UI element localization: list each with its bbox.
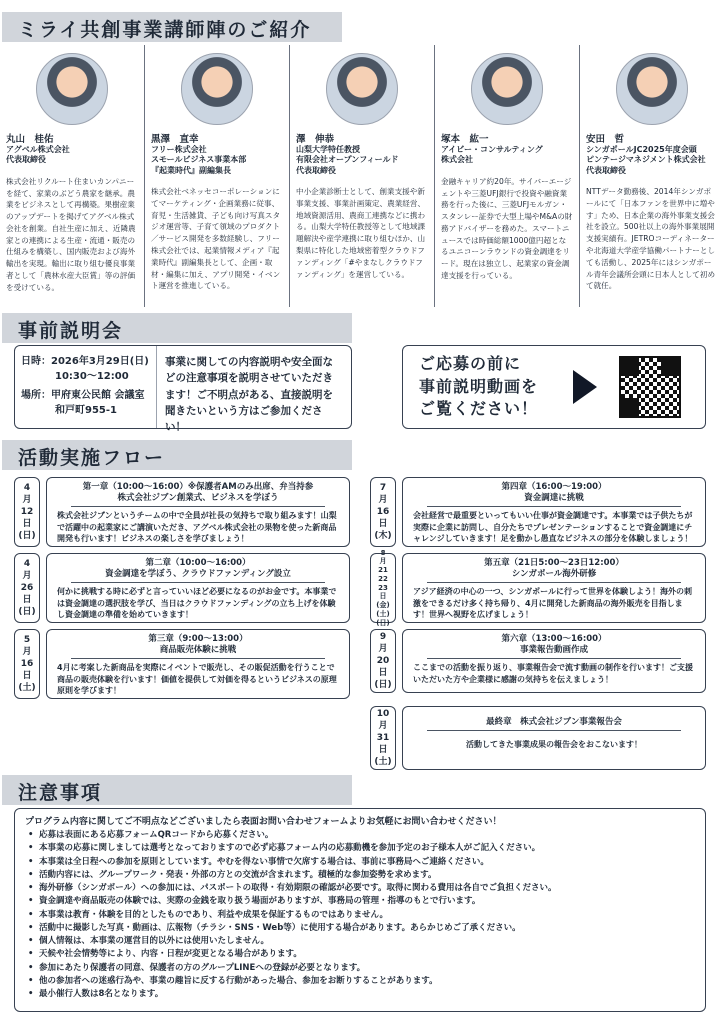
flow-date	[14, 553, 40, 623]
instructor-name: 黒澤 直幸	[151, 134, 199, 145]
notes-item: • 最小催行人数は8名となります。	[25, 988, 695, 1001]
notes-item: • 天候や社会情勢等により、内容・日程が変更となる場合があります。	[25, 948, 695, 961]
flow-title-line: 第六章（13:00〜16:00）	[501, 634, 607, 644]
instructor-affiliation: ピンテージマネジメント株式会社	[586, 155, 706, 165]
flow-date-part: 月	[22, 646, 32, 657]
briefing-video-box[interactable]	[402, 345, 706, 429]
flow-date-part: 月	[378, 720, 388, 731]
instructor-affiliation: 株式会社	[441, 155, 473, 165]
instructors-grid	[0, 45, 724, 307]
notes-lead: プログラム内容に関してご不明点などございましたら表面お問い合わせフォームよりお気軽にお問い合わせください！	[25, 817, 502, 827]
flow-date-part: 21	[378, 566, 388, 575]
instructor-bio: NTTデータ勤務後、2014年シンガポールにて「日本ファンを世界中に増やす」ため、日本企業の海外事業支援会社を設立。500社以上の海外事業展開支援実績有。JETROコーディネーターや北海道大学産学協働パートナーとしても活動し、2025年にはシンガポール青年会議所会頭に日本人として初めて就任。	[586, 187, 716, 291]
flow-date-part: 20	[376, 655, 390, 666]
flow-card	[402, 706, 706, 770]
instructor-affiliation: 代表取締役	[296, 165, 336, 175]
avatar	[616, 53, 688, 125]
notes-section-title: 注意事項	[2, 775, 352, 805]
flow-title	[71, 482, 325, 507]
instructor-affiliation: スモールビジネス事業本部	[151, 155, 247, 165]
notes-item: • 他の参加者への迷惑行為や、事業の趣旨に反する行動があった場合、参加をお断りすることがあります。	[25, 975, 695, 988]
flow-date	[370, 706, 396, 770]
flow-date-part: 26	[20, 582, 34, 593]
flow-title	[71, 634, 325, 659]
instructor-name: 澤 伸恭	[296, 134, 335, 145]
flow-date-part: 月	[378, 643, 388, 654]
avatar	[471, 53, 543, 125]
arrow-right-icon	[573, 370, 597, 404]
flow-card	[46, 553, 350, 623]
instructor-card	[290, 45, 435, 307]
flow-title-line: 資金調達を学ぼう、クラウドファンディング設立	[105, 569, 291, 580]
instructor-affiliation: フリー株式会社	[151, 145, 207, 154]
instructor-name: 安田 哲	[586, 134, 625, 145]
flow-title-line: 第四章（16:00〜19:00）	[501, 482, 607, 492]
notes-item: • 本事業は全日程への参加を原則としています。やむを得ない事情で欠席する場合は、事前に事務局へご連絡ください。	[25, 856, 695, 869]
instructor-affiliation: 代表取締役	[6, 155, 46, 165]
flow-date	[370, 548, 396, 627]
avatar	[181, 53, 253, 125]
flow-card	[402, 477, 706, 547]
notes-item: • 資金調達や商品販売の体験では、実際の金銭を取り扱う場面がありますが、事務局の管理・指導のもとで行います。	[25, 895, 695, 908]
instructor-name: 丸山 桂佑	[6, 134, 54, 145]
qr-code-icon[interactable]	[619, 356, 681, 418]
flow-title-line: 第五章（21日5:00〜23日12:00）	[484, 558, 624, 568]
flow-description: 4月に考案した新商品を実際にイベントで販売し、その販促活動を行うことで商品の販売体験を行います！価値を提供して対価を得るというビジネスの原理原則を学びます！	[57, 663, 337, 696]
flow-title	[427, 482, 681, 507]
flow-date-part: 月	[22, 570, 32, 581]
flow-item	[14, 553, 350, 623]
flow-description: ここまでの活動を振り返り、事業報告会で流す動画の制作を行います！ご支援いただいた方や企業様に感謝の気持ちを伝えましょう！	[413, 663, 693, 684]
flow-card	[46, 477, 350, 547]
avatar	[36, 53, 108, 125]
flow-description: 活動してきた事業成果の報告会をおこないます！	[466, 740, 642, 750]
flow-title	[427, 634, 681, 659]
instructor-affiliation: アグベル株式会社	[6, 145, 70, 154]
instructor-bio: 中小企業診断士として、創業支援や新事業支援、事業計画策定、農業経営、地域資源活用、農商工連携などに携わる。山梨大学特任教授等として地域課題解決や産学連携に取り組むほか、山梨県に特化した地域密着型クラウドファンディング「#やまなしクラウドファンディング」を運営している。	[296, 187, 426, 279]
flow-date-part: 月	[379, 557, 387, 566]
flow-date-part: 4	[23, 558, 31, 569]
instructor-bio: 株式会社リクルート住まいカンパニーを経て、家業のぶどう農家を継承。農業をビジネスとして再構築。果樹産業のアップデートを掲げてアグベル株式会社を創業。自社生産に加え、近隣農家との連携による生産・流通・販売の仕組みを構築し、国内販売および海外輸出を実現。輸出に取り組む優良事業者として「農林水産大臣賞」等の評価を受けている。	[6, 176, 136, 292]
flow-title-line: 商品販売体験に挑戦	[159, 645, 237, 656]
flow-date-part: (日)	[18, 531, 36, 542]
notes-item: • 本事業は教育・体験を目的としたものであり、利益や成果を保証するものではありません。	[25, 909, 695, 922]
flow-date	[370, 629, 396, 693]
video-text-line: ご覧ください！	[419, 399, 539, 419]
instructor-card	[435, 45, 580, 307]
flow-card	[402, 553, 706, 623]
instructors-section-title: ミライ共創事業講師陣のご紹介	[2, 12, 342, 42]
flow-date-part: 22	[378, 574, 388, 583]
flow-description: 何かに挑戦する時に必ずと言っていいほど必要になるのがお金です。本事業では資金調達の選択肢を学び、当日はクラウドファンディングの立ち上げを体験し資金調達の準備を始めていきます！	[57, 587, 337, 620]
flow-date-part: (木)	[374, 531, 392, 542]
flow-date-part: 8	[380, 548, 386, 557]
briefing-time: 10:30〜12:00	[55, 371, 129, 382]
instructor-affiliation: 代表取締役	[586, 165, 626, 175]
briefing-message: 事業に関しての内容説明や安全面などの注意事項を説明させていただきます！ご不明点がある、直接説明を聞きたいという方はご参加ください！	[165, 356, 333, 434]
flow-date-part: 月	[22, 494, 32, 505]
notes-box	[14, 808, 706, 1012]
briefing-section-title: 事前説明会	[2, 313, 352, 343]
notes-list	[25, 829, 695, 1001]
flow-card	[46, 629, 350, 699]
flow-date-part: 日	[379, 592, 387, 601]
flow-title-line: 第一章（10:00〜16:00）※保護者AMのみ出席、弁当持参	[82, 482, 314, 492]
instructor-bio: 金融キャリア約20年。サイバーエージェントや三菱UFJ銀行で投資や融資業務を行った後に、三菱UFJモルガン・スタンレー証券で大型上場やM&Aの財務アドバイザーを務めた。スマートニュースでは時価総額1000億円超となるユニコーンラウンドの資金調達をリード。現在は独立し、起業家の資金調達支援を行っている。	[441, 176, 573, 280]
flow-section-title: 活動実施フロー	[2, 440, 352, 470]
flow-date	[14, 477, 40, 547]
flow-date-part: (日)	[18, 607, 36, 618]
flow-title-line: 最終章 株式会社ジブン事業報告会	[486, 717, 622, 727]
flow-date-part: 4	[23, 482, 31, 493]
instructor-affiliation: 山梨大学特任教授	[296, 145, 360, 154]
avatar	[326, 53, 398, 125]
notes-item: • 海外研修（シンガポール）への参加には、パスポートの取得・有効期限の確認が必要です。取得に関わる費用は各自でご負担ください。	[25, 882, 695, 895]
flow-date-part: (土)	[18, 683, 36, 694]
flow-date-part: 5	[23, 634, 31, 645]
flow-title-line: 第二章（10:00〜16:00）	[145, 558, 251, 568]
notes-item: • 本事業の応募に関しましては選考となっておりますので必ず応募フォーム内の応募動機を参加予定のお子様本人がご記入ください。	[25, 842, 695, 855]
flow-description: アジア経済の中心の一つ、シンガポールに行って世界を体験しよう！海外の刺激をできるだけ多く持ち帰り、4月に開発した新商品の海外販売を目指します！世界へ視野を広げましょう！	[413, 587, 692, 620]
briefing-date: 日時：2026年3月29日(日)	[21, 356, 149, 367]
briefing-details	[15, 346, 157, 428]
video-call-to-action	[419, 353, 569, 420]
flow-date-part: (日)	[376, 618, 390, 627]
flow-date-part: 日	[378, 745, 388, 756]
flow-date-part: 10	[376, 708, 390, 719]
video-text-line: ご応募の前に	[419, 354, 522, 374]
flow-item	[370, 629, 706, 693]
notes-item: • 活動内容には、グループワーク・発表・外部の方との交流が含まれます。積極的な参加姿勢を求めます。	[25, 869, 695, 882]
flow-date	[14, 629, 40, 699]
flow-date-part: 7	[379, 482, 387, 493]
instructor-bio: 株式会社ベネッセコーポレーションにてマーケティング・企画業務に従事、育児・生活雑貨、子ども向け写真スタジオ運営等、子育て領域のプロダクト／サービス開発を多数経験し、フリー株式会社では、起業情報メディア『起業時代』副編集長として、企画・取材・編集に加え、アプリ開発・イベント運営を推進している。	[151, 187, 281, 291]
flow-date-part: (土)	[376, 609, 390, 618]
flow-item	[370, 548, 706, 627]
instructor-affiliation: 『起業時代』副編集長	[151, 165, 231, 175]
instructor-card	[145, 45, 290, 307]
flow-item	[14, 477, 350, 547]
flow-date-part: (土)	[374, 757, 392, 768]
flow-title-line: 資金調達に挑戦	[524, 493, 584, 504]
flow-item	[370, 477, 706, 547]
briefing-info-box	[14, 345, 352, 434]
instructor-affiliation: アイビー・コンサルティング	[441, 145, 543, 154]
flow-date-part: (日)	[374, 680, 392, 691]
instructor-card	[580, 45, 724, 307]
notes-item: • 活動中に撮影した写真・動画は、広報物（チラシ・SNS・Web等）に使用する場合があります。あらかじめご了承ください。	[25, 922, 695, 935]
flow-date-part: 16	[376, 506, 390, 517]
flow-title-line: 第三章（9:00〜13:00）	[148, 634, 248, 644]
flow-date-part: 23	[378, 583, 388, 592]
flow-date-part: 日	[22, 671, 32, 682]
flow-description: 会社経営で最重要といってもいい仕事が資金調達です。本事業では子供たちが実際に企業に訪問し、自分たちでプレゼンテーションすることで資金調達にチャレンジしていきます！足を動かし愚直なビジネスの部分を体験しましょう！	[413, 511, 693, 544]
flow-date-part: (金)	[376, 601, 390, 610]
flow-card	[402, 629, 706, 693]
flow-date-part: 31	[376, 732, 390, 743]
notes-item: • 参加にあたり保護者の同意、保護者の方のグループLINEへの登録が必要となります。	[25, 962, 695, 975]
video-text-line: 事前説明動画を	[419, 376, 539, 396]
instructor-affiliation: 有限会社オープンフィールド	[296, 155, 399, 165]
instructor-card	[0, 45, 145, 307]
flow-item	[370, 706, 706, 770]
flow-date-part: 日	[22, 595, 32, 606]
flow-title	[427, 717, 681, 731]
flow-title	[427, 558, 681, 583]
flow-date	[370, 477, 396, 547]
notes-item: • 応募は表面にある応募フォームQRコードから応募ください。	[25, 829, 695, 842]
flow-title	[71, 558, 325, 583]
flow-item	[14, 629, 350, 699]
flow-date-part: 日	[22, 519, 32, 530]
flow-date-part: 日	[378, 519, 388, 530]
flow-title-line: 事業報告動画作成	[519, 645, 588, 656]
briefing-address: 和戸町955-1	[55, 405, 117, 416]
instructor-name: 塚本 紘一	[441, 134, 489, 145]
flow-date-part: 9	[379, 631, 387, 642]
flow-title-line: 株式会社ジブン創業式、ビジネスを学ぼう	[117, 493, 279, 504]
flow-title-line: シンガポール海外研修	[511, 569, 597, 580]
briefing-place: 場所：甲府東公民館 会議室	[21, 390, 145, 401]
flow-date-part: 16	[20, 658, 34, 669]
instructor-affiliation: シンガポールJC2025年度会頭	[586, 145, 697, 154]
notes-item: • 個人情報は、本事業の運営目的以外には使用いたしません。	[25, 935, 695, 948]
flow-date-part: 月	[378, 494, 388, 505]
flow-date-part: 日	[378, 668, 388, 679]
flow-description: 株式会社ジブンというチームの中で全員が社長の気持ちで取り組みます！山梨で活躍中の起業家にご講演いただき、アグベル株式会社の果物を使った新商品開発も行います！ビジネスの楽しさを学びましょう！	[57, 511, 337, 544]
flow-date-part: 12	[20, 506, 34, 517]
